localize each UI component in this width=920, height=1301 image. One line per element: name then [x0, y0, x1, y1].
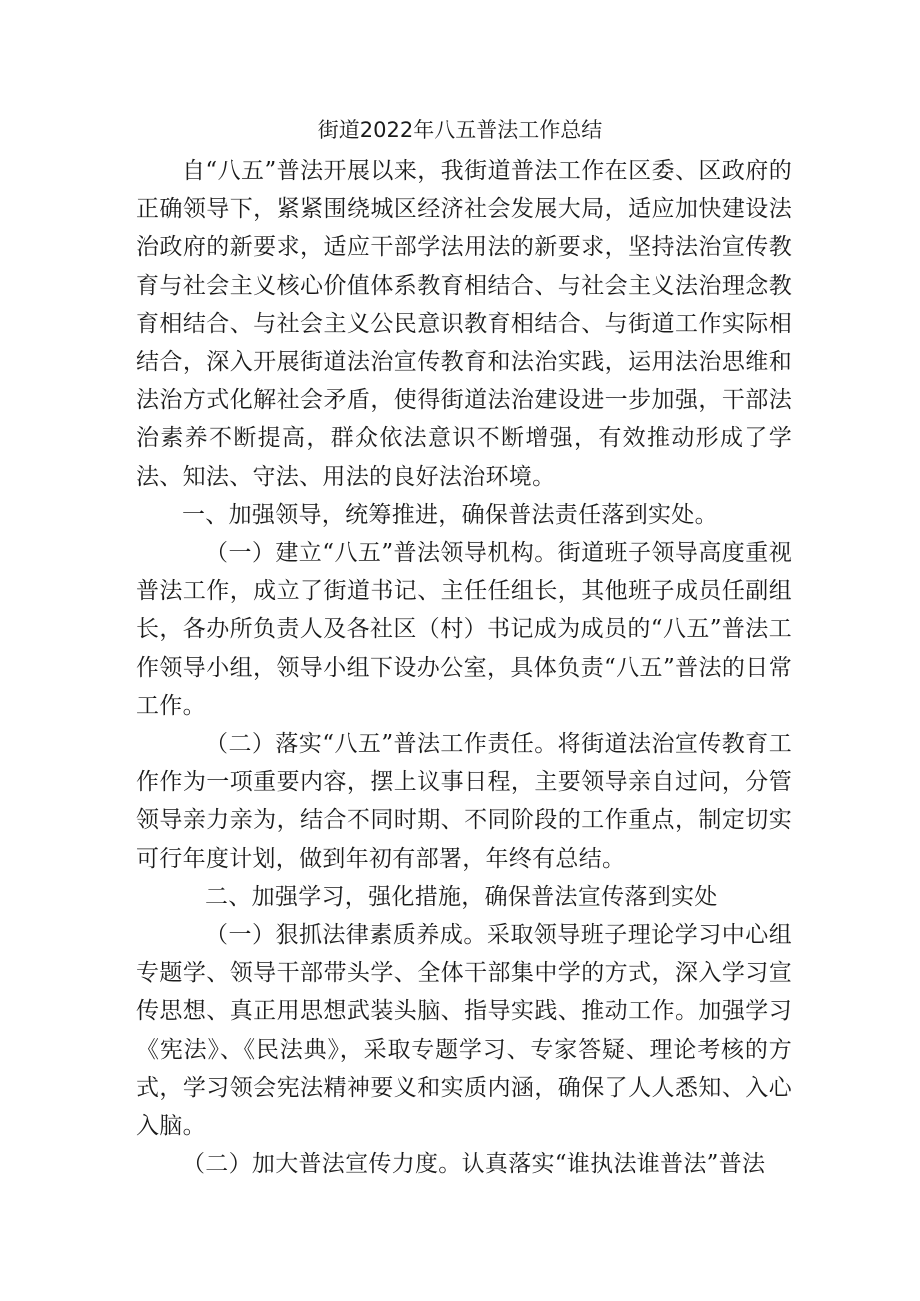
subsection-paragraph-1-2: （二）落实“八五”普法工作责任。将街道法治宣传教育工作作为一项重要内容，摆上议事日程，主要领导亲自过问，分管领导亲力亲为，结合不同时期、不同阶段的工作重点，制定切实可行年度计划，做到年初有部署，年终有总结。 [136, 731, 792, 872]
subsection-paragraph-1-1: （一）建立“八五”普法领导机构。街道班子领导高度重视普法工作，成立了街道书记、主任任组长，其他班子成员任副组长，各办所负责人及各社区（村）书记成为成员的“八五”普法工作领导小组，领导小组下设办公室，具体负责“八五”普法的日常工作。 [136, 540, 792, 719]
section-heading-1: 一、加强领导，统筹推进，确保普法责任落到实处。 [182, 501, 718, 528]
document-title: 街道2022年八五普法工作总结 [317, 118, 603, 142]
document-body [136, 152, 792, 1183]
subsection-paragraph-2-2: （二）加大普法宣传力度。认真落实“谁执法谁普法”普法 [182, 1151, 766, 1178]
subsection-paragraph-2-1: （一）狠抓法律素质养成。采取领导班子理论学习中心组专题学、领导干部带头学、全体干部集中学的方式，深入学习宣传思想、真正用思想武装头脑、指导实践、推动工作。加强学习《宪法》、《民法典》，采取专题学习、专家答疑、理论考核的方式，学习领会宪法精神要义和实质内涵，确保了人人悉知、入心入脑。 [136, 922, 792, 1140]
intro-paragraph: 自“八五”普法开展以来，我街道普法工作在区委、区政府的正确领导下，紧紧围绕城区经济社会发展大局，适应加快建设法治政府的新要求，适应干部学法用法的新要求，坚持法治宣传教育与社会主义核心价值体系教育相结合、与社会主义法治理念教育相结合、与社会主义公民意识教育相结合、与街道工作实际相结合，深入开展街道法治宣传教育和法治实践，运用法治思维和法治方式化解社会矛盾，使得街道法治建设进一步加强，干部法治素养不断提高，群众依法意识不断增强，有效推动形成了学法、知法、守法、用法的良好法治环境。 [136, 158, 792, 490]
section-heading-2: 二、加强学习，强化措施，确保普法宣传落到实处 [205, 883, 718, 910]
